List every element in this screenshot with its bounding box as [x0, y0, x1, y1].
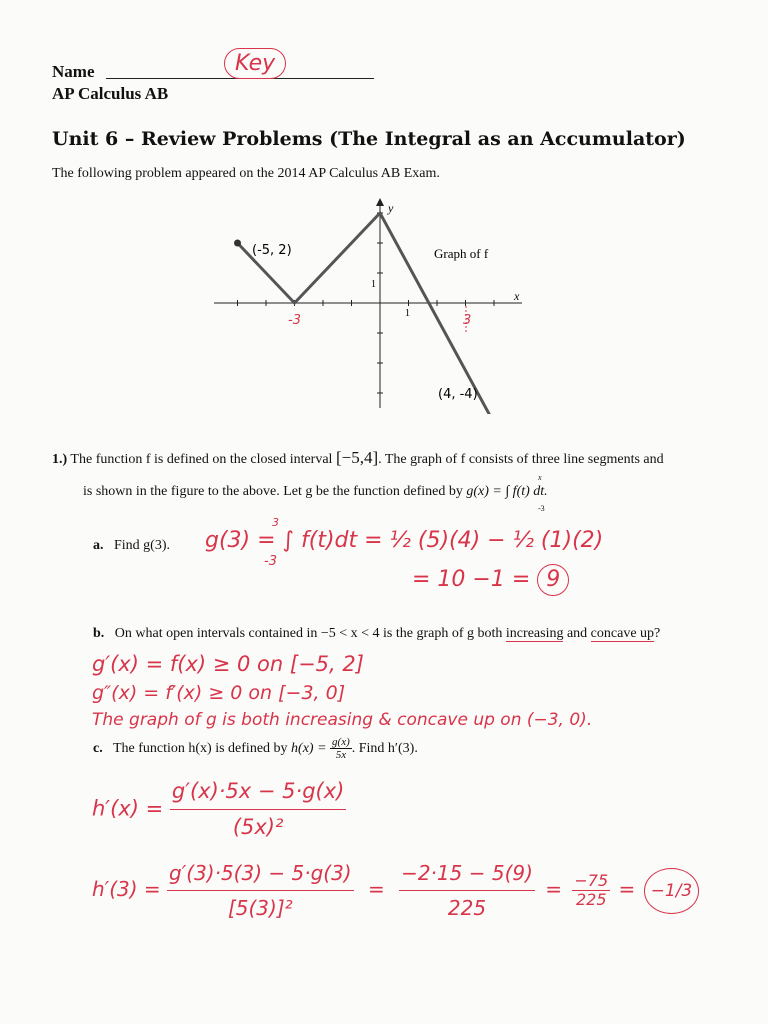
- tick-label-y1: 1: [371, 279, 376, 290]
- part-c-equals-3: =: [618, 877, 636, 901]
- page-title: Unit 6 – Review Problems (The Integral as an Accumulator): [52, 128, 686, 150]
- part-c-prompt: [93, 736, 418, 761]
- x-axis-label: x: [514, 289, 520, 303]
- part-b-work-2: g″(x) = f′(x) ≥ 0 on [−3, 0]: [92, 682, 346, 704]
- hprime-x-fraction: $\frac{g'(x)\cdot 5x - 5\cdot g(x)}{\text{(5x)²}}$: [171, 779, 345, 840]
- problem-text-b: . The graph of f consists of three line segments and: [378, 452, 664, 467]
- h-definition-fraction: $\frac{g(x)}{5x}$: [332, 736, 350, 762]
- part-a-work-1: g(3) = ∫ f(t)dt = ½ (5)(4) − ½ (1)(2): [205, 528, 604, 553]
- part-b-increasing: increasing: [505, 626, 564, 641]
- part-a-prompt: [93, 538, 170, 554]
- part-c-text-a: The function h(x) is defined by: [112, 740, 288, 756]
- part-b-concave-up: concave up: [590, 626, 655, 641]
- problem-line-2: [83, 484, 548, 500]
- graph-caption: Graph of f: [434, 246, 489, 261]
- tick-label-x1: 1: [405, 308, 410, 319]
- part-b-work-3: The graph of g is both increasing & concave up on (−3, 0).: [92, 710, 593, 730]
- problem-line-1: [52, 448, 664, 468]
- part-b-prompt: [93, 626, 660, 642]
- point-label-start: (-5, 2): [252, 243, 292, 258]
- simplified-fraction: $\frac{-75}{225}$: [574, 871, 609, 909]
- part-a-work-2-text: = 10 −1 =: [412, 567, 531, 592]
- part-a-upper-limit: 3: [272, 516, 279, 529]
- problem-text-2: is shown in the figure to the above. Let g be the function defined by: [83, 484, 463, 499]
- g-definition: g(x) = ∫ f(t) dt.: [466, 484, 548, 499]
- part-c-equals-1: =: [367, 877, 385, 901]
- part-a-text: Find g(3).: [114, 538, 170, 553]
- function-graph: [200, 192, 540, 414]
- integral-lower-limit: -3: [538, 504, 545, 513]
- part-c-text-b: . Find h′(3).: [351, 740, 418, 756]
- name-label: Name: [52, 62, 95, 81]
- hprime-x-lhs: h′(x) =: [92, 796, 164, 821]
- part-b-text: On what open intervals contained in −5 < x < 4 is the graph of g both: [114, 626, 503, 641]
- part-a-work-2: [412, 564, 569, 596]
- y-axis-label: y: [388, 201, 394, 215]
- part-c-equals-2: =: [545, 877, 563, 901]
- part-a-lower-limit: -3: [264, 554, 277, 569]
- hprime-3-lhs: h′(3) =: [92, 877, 161, 901]
- intro-text: The following problem appeared on the 2014 AP Calculus AB Exam.: [52, 166, 440, 181]
- zero-label-right: 3: [463, 313, 472, 328]
- numeric-fraction: $\frac{-2\cdot 15 - 5(9)}{225}$: [401, 861, 533, 920]
- course-label: AP Calculus AB: [52, 84, 169, 103]
- part-c-work-2: [92, 862, 699, 919]
- key-mark: Key: [224, 48, 286, 79]
- interval: [−5,4]: [335, 448, 379, 467]
- hprime-3-fraction: $\frac{g'(3)\cdot 5(3) - 5\cdot g(3)}{\text{[5(3)]²}}$: [169, 861, 352, 920]
- part-b-and: and: [566, 626, 588, 641]
- part-c-work-1: [92, 780, 346, 839]
- h-definition-lhs: h(x) =: [291, 740, 327, 756]
- part-a-label: a.: [93, 538, 104, 553]
- part-b-work-1: g′(x) = f(x) ≥ 0 on [−5, 2]: [92, 652, 364, 676]
- part-b-label: b.: [93, 626, 105, 641]
- part-c-label: c.: [93, 740, 103, 756]
- part-c-answer: −1/3: [644, 868, 700, 914]
- part-a-answer: 9: [537, 564, 569, 596]
- part-b-question-mark: ?: [654, 626, 661, 641]
- problem-text-a: The function f is defined on the closed interval: [70, 452, 333, 467]
- zero-label-left: -3: [288, 313, 301, 328]
- integral-upper-limit: x: [538, 473, 542, 482]
- start-point: [234, 240, 241, 247]
- point-label-end: (4, -4): [438, 387, 478, 402]
- problem-number: 1.): [52, 452, 68, 467]
